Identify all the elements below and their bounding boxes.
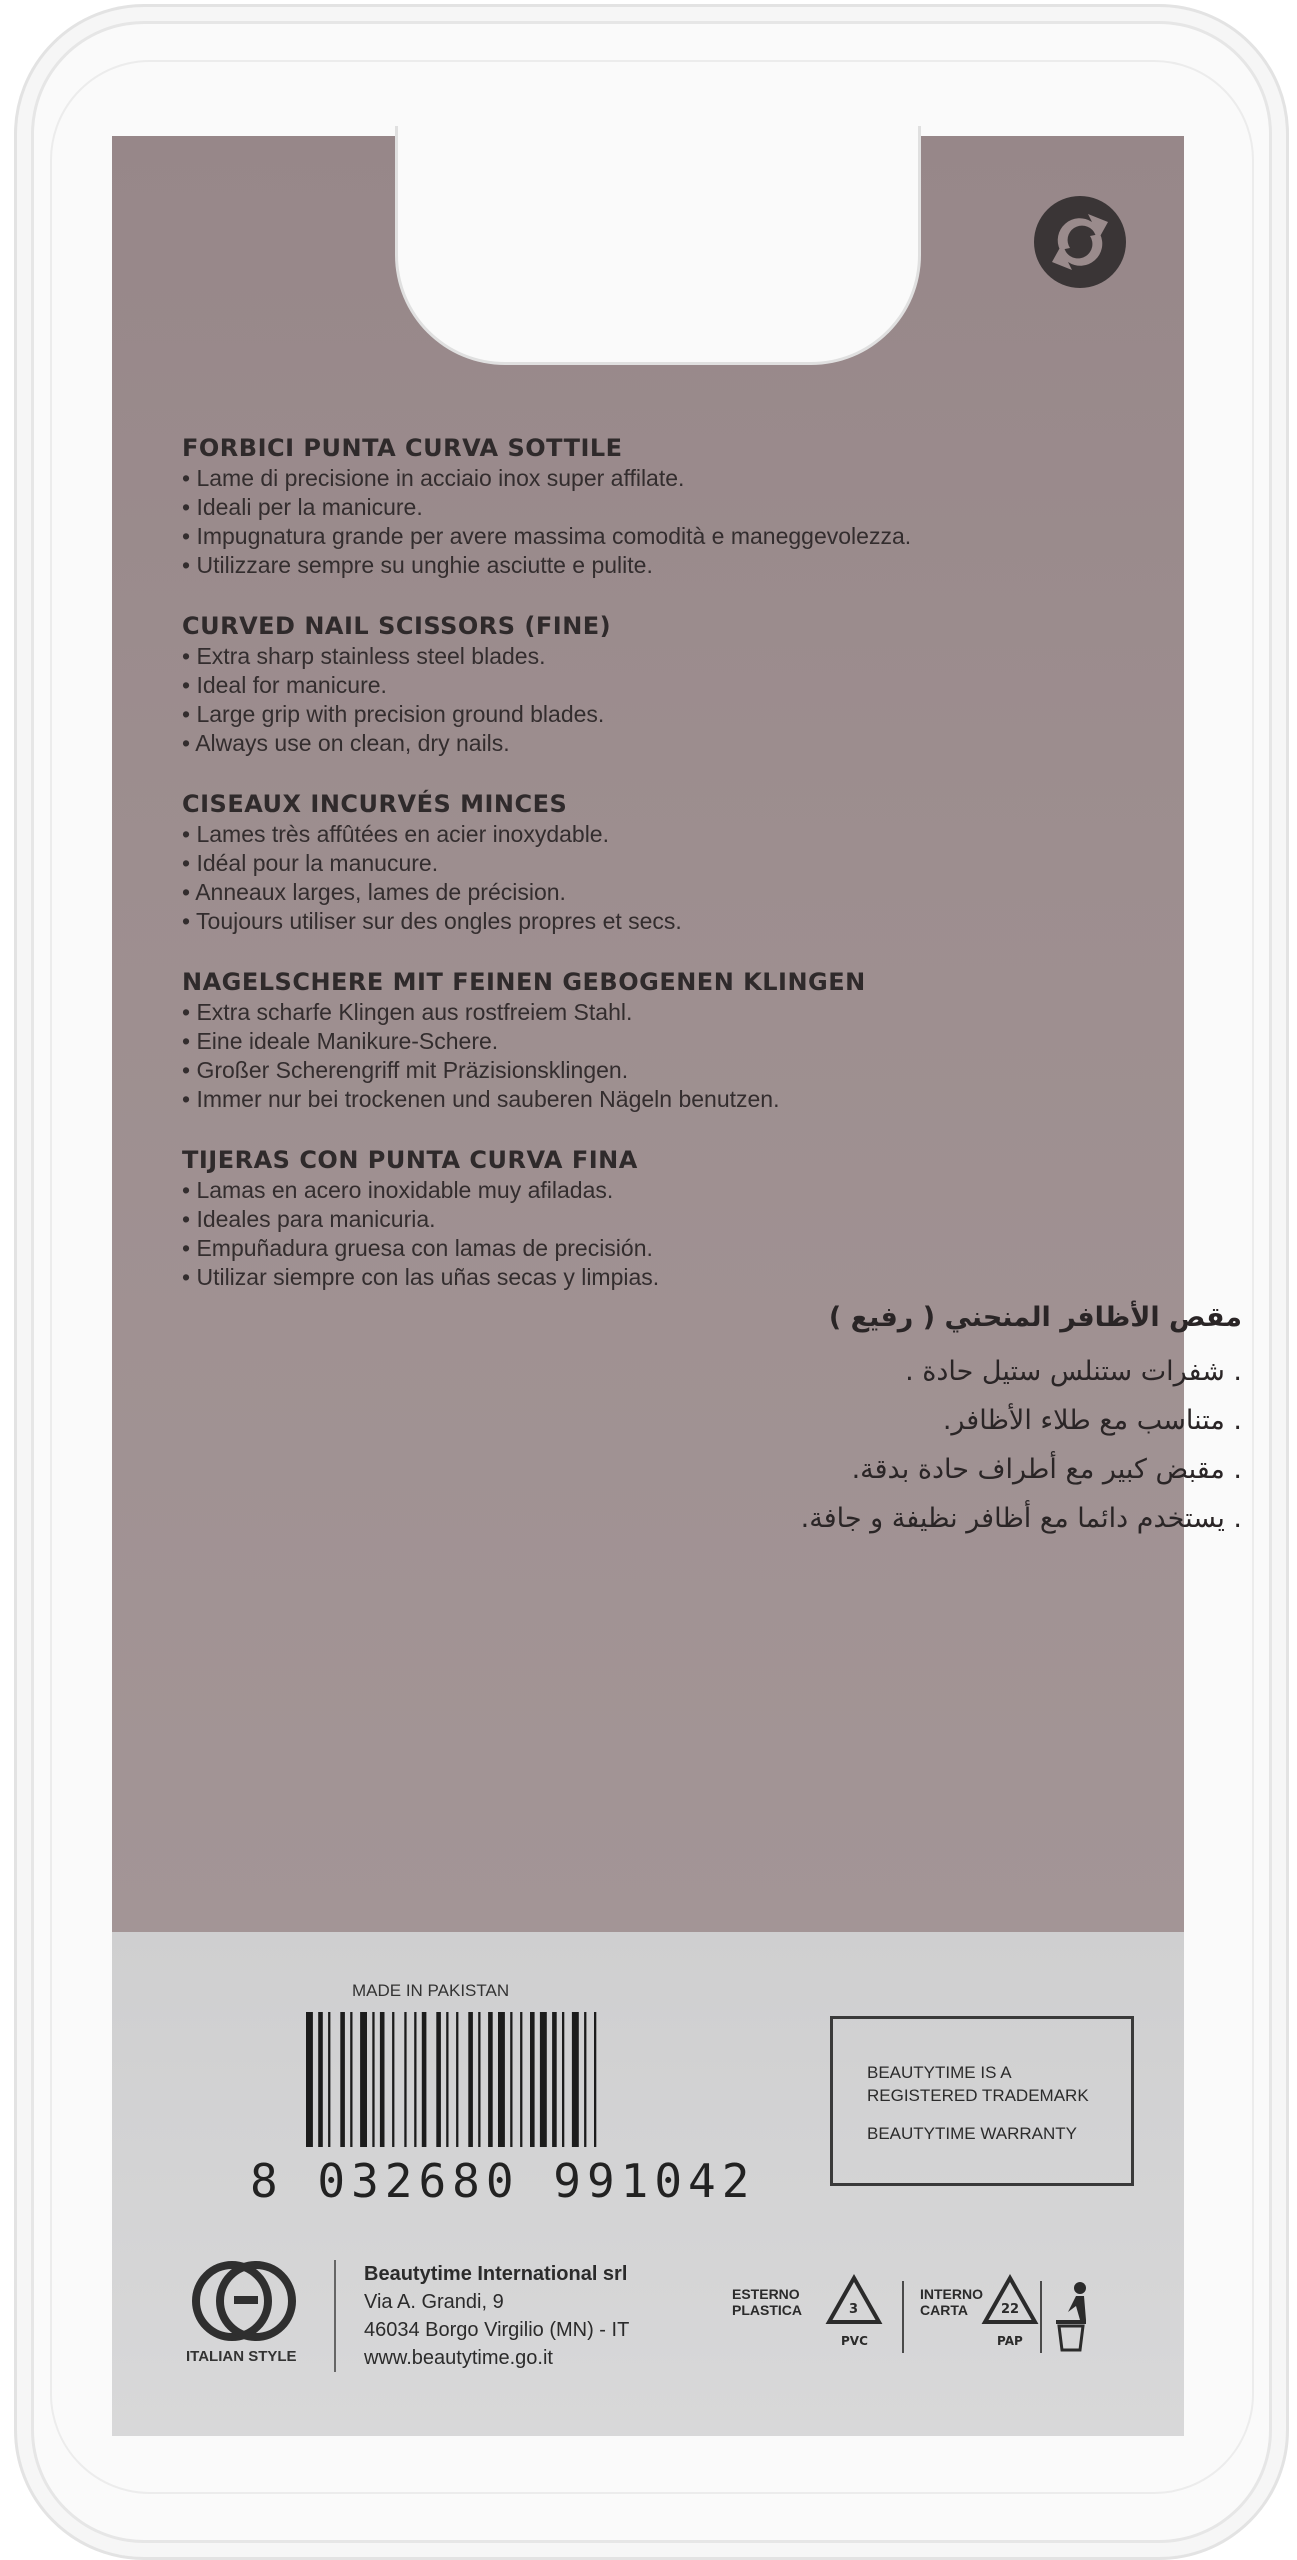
divider <box>902 2281 904 2353</box>
list-item: • Lame di precisione in acciaio inox super affilate. <box>182 464 1162 493</box>
warranty-text: BEAUTYTIME WARRANTY <box>867 2124 1077 2143</box>
list-item: • Impugnatura grande per avere massima comodità e maneggevolezza. <box>182 522 1162 551</box>
barcode-bar <box>478 2012 480 2147</box>
barcode-bar <box>456 2012 458 2147</box>
barcode <box>302 2012 732 2147</box>
list-item: • Ideales para manicuria. <box>182 1205 1162 1234</box>
section-arabic <box>512 1302 1242 1543</box>
list-item: • Utilizar siempre con las uñas secas y limpias. <box>182 1263 1162 1292</box>
trash-bin-icon <box>1050 2276 1100 2356</box>
company-info <box>364 2260 629 2372</box>
barcode-bar <box>510 2012 512 2147</box>
barcode-bar <box>572 2012 579 2147</box>
barcode-bar <box>594 2012 596 2147</box>
list-item: • Lames très affûtées en acier inoxydable. <box>182 820 1162 849</box>
barcode-bar <box>392 2012 394 2147</box>
barcode-bar <box>584 2012 586 2147</box>
barcode-number: 8 032680 991042 <box>250 2154 756 2208</box>
list-item: • Always use on clean, dry nails. <box>182 729 1162 758</box>
recycling-inner-label: INTERNO CARTA <box>920 2286 983 2318</box>
barcode-bar <box>530 2012 535 2147</box>
product-card <box>112 136 1242 2436</box>
barcode-bar <box>328 2012 330 2147</box>
recycle-icon <box>1030 192 1130 292</box>
made-in-label: MADE IN PAKISTAN <box>352 1981 510 2000</box>
list-item: . متناسب مع طلاء الأظافر. <box>942 1405 1242 1436</box>
barcode-bar <box>372 2012 374 2147</box>
barcode-bar <box>446 2012 448 2147</box>
brand-logo-icon <box>184 2256 304 2346</box>
list-item: • Empuñadura gruesa con lamas de precisión. <box>182 1234 1162 1263</box>
barcode-bar <box>350 2012 352 2147</box>
company-name: Beautytime International srl <box>364 2263 628 2285</box>
barcode-bar <box>468 2012 473 2147</box>
barcode-bar <box>498 2012 505 2147</box>
barcode-bar <box>422 2012 427 2147</box>
barcode-bar <box>488 2012 493 2147</box>
list-item: • Eine ideale Manikure-Schere. <box>182 1027 1162 1056</box>
barcode-bar <box>360 2012 367 2147</box>
list-item: • Ideali per la manicure. <box>182 493 1162 522</box>
section-title: NAGELSCHERE MIT FEINEN GEBOGENEN KLINGEN <box>182 968 866 996</box>
section-title: CISEAUX INCURVÉS MINCES <box>182 790 568 818</box>
section-title: FORBICI PUNTA CURVA SOTTILE <box>182 434 623 462</box>
list-item: • Large grip with precision ground blades. <box>182 700 1162 729</box>
list-item: . مقبض كبير مع أطراف حادة بدقة. <box>851 1454 1242 1485</box>
barcode-bar <box>306 2012 313 2147</box>
barcode-bar <box>414 2012 416 2147</box>
list-item: • Extra scharfe Klingen aus rostfreiem Stahl. <box>182 998 1162 1027</box>
company-website: www.beautytime.go.it <box>364 2347 553 2369</box>
recycling-outer-label: ESTERNO PLASTICA <box>732 2286 802 2318</box>
list-item: • Extra sharp stainless steel blades. <box>182 642 1162 671</box>
list-item: • Utilizzare sempre su unghie asciutte e pulite. <box>182 551 1162 580</box>
section-german <box>182 968 1162 1114</box>
section-spanish <box>182 1146 1162 1292</box>
barcode-bar <box>540 2012 547 2147</box>
section-title: مقص الأظافر المنحني ( رفيع ) <box>828 1302 1242 1333</box>
divider <box>334 2260 336 2372</box>
list-item: . يستخدم دائما مع أظافر نظيفة و جافة. <box>800 1503 1242 1534</box>
barcode-bar <box>562 2012 564 2147</box>
company-address: Via A. Grandi, 9 <box>364 2291 504 2313</box>
list-item: • Lamas en acero inoxidable muy afiladas. <box>182 1176 1162 1205</box>
trademark-box <box>830 2016 1134 2186</box>
recycling-number: 22 <box>1001 2302 1020 2317</box>
trademark-text: BEAUTYTIME IS A REGISTERED TRADEMARK <box>867 2063 1089 2105</box>
barcode-bar <box>404 2012 406 2147</box>
recycling-code: PAP <box>997 2334 1023 2348</box>
barcode-bar <box>520 2012 522 2147</box>
list-item: • Anneaux larges, lames de précision. <box>182 878 1162 907</box>
company-address: 46034 Borgo Virgilio (MN) - IT <box>364 2319 630 2341</box>
barcode-bar <box>380 2012 385 2147</box>
barcode-bar <box>340 2012 345 2147</box>
barcode-bar <box>552 2012 557 2147</box>
section-title: TIJERAS CON PUNTA CURVA FINA <box>182 1146 638 1174</box>
section-italian <box>182 434 1162 580</box>
list-item: . شفرات ستنلس ستيل حادة . <box>905 1356 1242 1387</box>
section-title: CURVED NAIL SCISSORS (FINE) <box>182 612 612 640</box>
list-item: • Großer Scherengriff mit Präzisionsklingen. <box>182 1056 1162 1085</box>
barcode-bar <box>318 2012 323 2147</box>
divider <box>1040 2281 1042 2353</box>
barcode-bar <box>436 2012 441 2147</box>
section-french <box>182 790 1162 936</box>
list-item: • Toujours utiliser sur des ongles propres et secs. <box>182 907 1162 936</box>
list-item: • Ideal for manicure. <box>182 671 1162 700</box>
list-item: • Idéal pour la manucure. <box>182 849 1162 878</box>
recycling-code: PVC <box>841 2334 868 2348</box>
hang-tab-cutout <box>395 126 921 365</box>
recycling-number: 3 <box>849 2302 859 2317</box>
section-english <box>182 612 1162 758</box>
list-item: • Immer nur bei trockenen und sauberen Nägeln benutzen. <box>182 1085 1162 1114</box>
logo-caption: ITALIAN STYLE <box>186 2348 297 2365</box>
